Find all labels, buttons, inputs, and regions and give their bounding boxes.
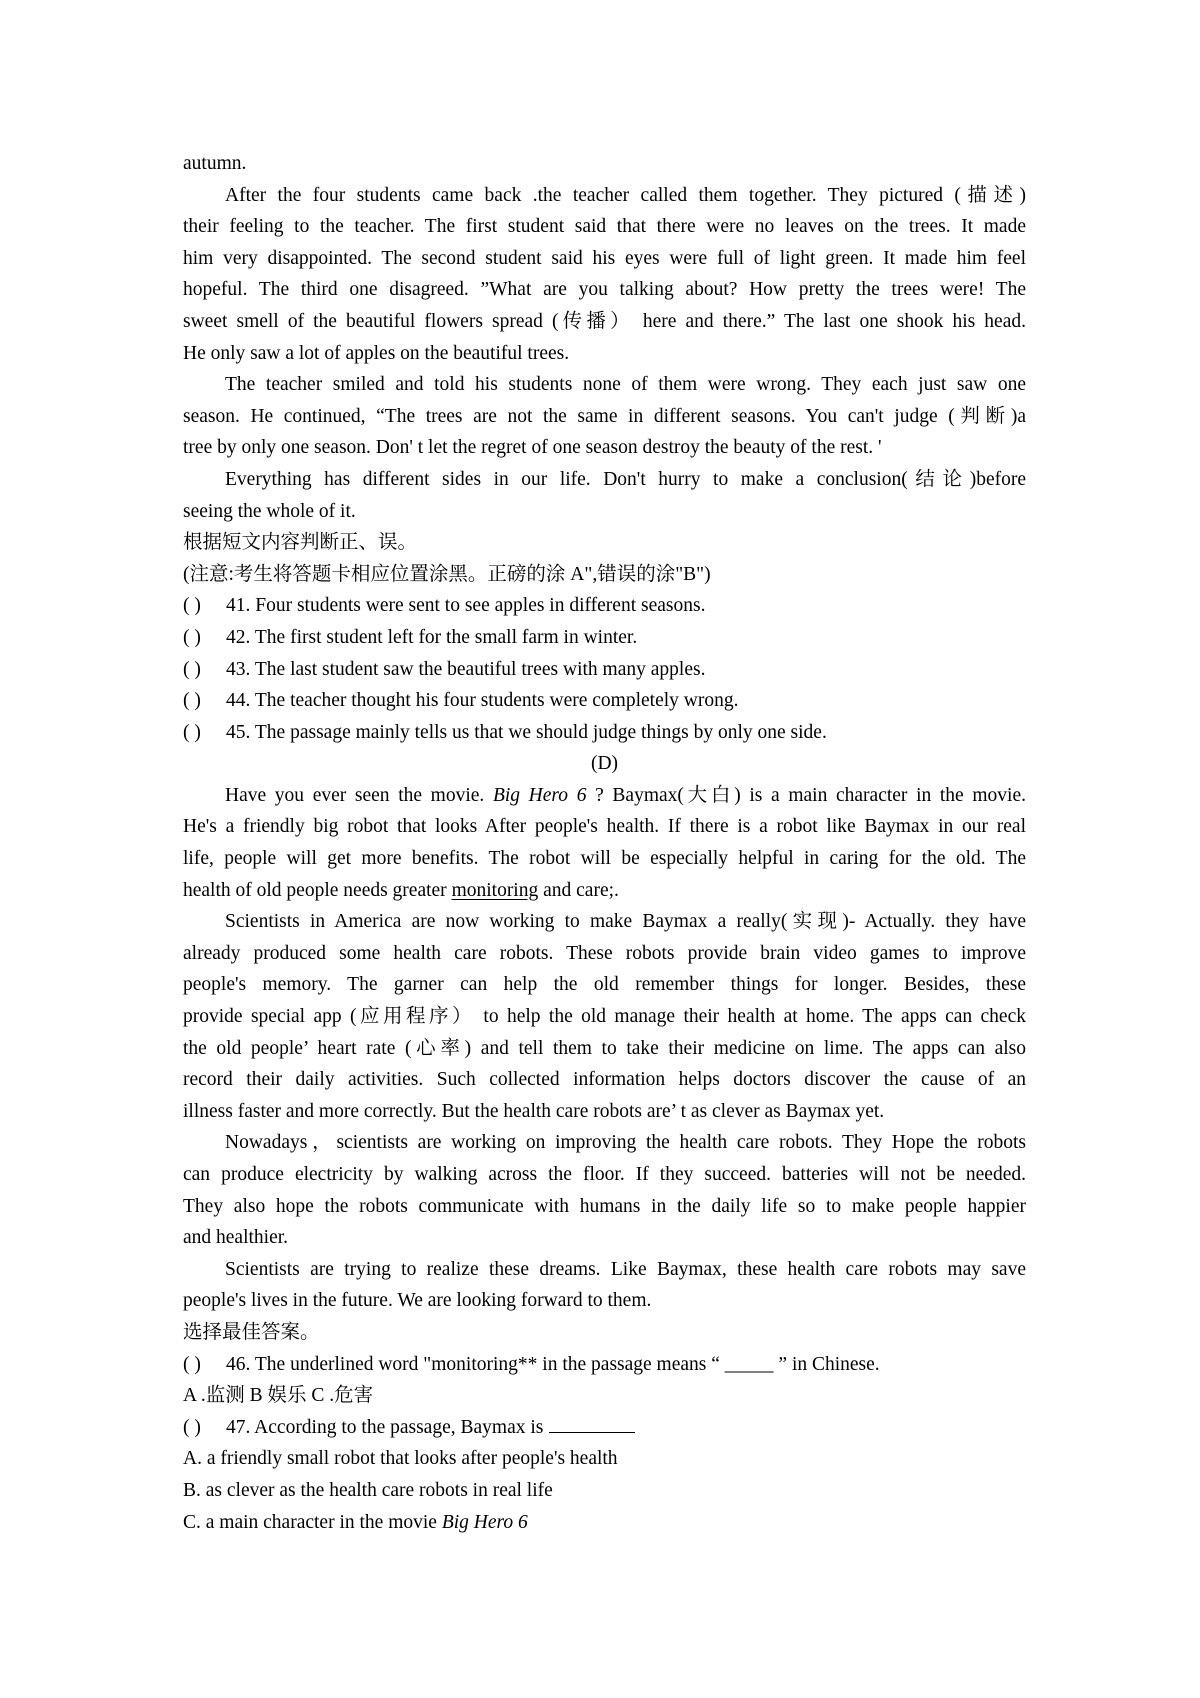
line-text: Have you ever seen the movie.	[225, 784, 493, 806]
underlined-word: monitoring	[451, 879, 539, 901]
answer-blank[interactable]: ( )	[183, 690, 201, 712]
answer-blank[interactable]: ( )	[183, 721, 201, 743]
passage-line: people's memory. The garner can help the old remember things for longer. Besides, these	[183, 974, 1026, 996]
question-46-options: A .监测 B 娱乐 C .危害	[183, 1385, 374, 1407]
passage-line: hopeful. The third one disagreed. ”What are you talking about? How pretty the trees were! The	[183, 279, 1026, 301]
question-text: 46. The underlined word "monitoring** in the passage means “ _____ ” in Chinese.	[226, 1353, 880, 1375]
paragraph-scientists-america	[183, 906, 1026, 1127]
passage-line: He only saw a lot of apples on the beautiful trees.	[183, 342, 570, 364]
passage-line: already produced some health care robots. These robots provide brain video games to improve	[183, 942, 1026, 964]
question-text: 44. The teacher thought his four students were completely wrong.	[226, 690, 739, 712]
answer-blank[interactable]: ( )	[183, 595, 201, 617]
question-46	[183, 1349, 1026, 1381]
passage-line: autumn.	[183, 153, 247, 174]
question-43	[183, 654, 1026, 686]
paragraph-dreams	[183, 1254, 1026, 1317]
paragraph-conclusion	[183, 464, 1026, 527]
answer-sheet-note: (注意:考生将答题卡相应位置涂黑。正磅的涂 A",错误的涂"B")	[183, 563, 711, 585]
instruction-multiple-choice: 选择最佳答案。	[183, 1321, 320, 1343]
true-false-questions	[183, 590, 1026, 748]
line-text: and care;.	[538, 879, 619, 901]
question-text: 42. The first student left for the small farm in winter.	[226, 626, 638, 648]
line-text: health of old people needs greater	[183, 879, 452, 901]
passage-line: Scientists in America are now working to make Baymax a really(实现)- Actually. they have	[225, 911, 1026, 933]
exam-page	[183, 148, 1026, 1538]
question-47	[183, 1412, 1026, 1444]
question-text: 45. The passage mainly tells us that we should judge things by only one side.	[226, 721, 827, 743]
movie-title: Big Hero 6	[492, 784, 587, 806]
passage-line: the old people’ heart rate (心率) and tell them to take their medicine on lime. The apps can also	[183, 1037, 1026, 1059]
paragraph-baymax-intro	[183, 780, 1026, 906]
paragraph-teacher-called	[183, 180, 1026, 370]
question-42	[183, 622, 1026, 654]
passage-line: and healthier.	[183, 1227, 289, 1249]
passage-line: tree by only one season. Don' t let the regret of one season destroy the beauty of the rest. '	[183, 437, 882, 459]
section-heading-d: (D)	[590, 753, 619, 775]
question-44	[183, 685, 1026, 717]
passage-line: provide special app (应用程序） to help the old manage their health at home. The apps can check	[183, 1006, 1026, 1028]
answer-blank[interactable]: ( )	[183, 1353, 201, 1375]
passage-line: After the four students came back .the teacher called them together. They pictured (描述)	[225, 184, 1026, 206]
passage-line: They also hope the robots communicate with humans in the daily life so to make people happier	[183, 1195, 1026, 1217]
answer-blank[interactable]: ( )	[183, 1416, 201, 1438]
passage-line: Everything has different sides in our life. Don't hurry to make a conclusion(结论)before	[225, 468, 1026, 490]
line-text: ? Baymax(大白) is a main character in the movie.	[586, 784, 1026, 806]
passage-line	[183, 780, 1026, 812]
option-text: C. a main character in the movie	[183, 1511, 442, 1533]
question-text: 43. The last student saw the beautiful trees with many apples.	[226, 658, 706, 680]
question-text: 47. According to the passage, Baymax is	[226, 1416, 544, 1438]
instruction-true-false: 根据短文内容判断正、误。	[183, 532, 418, 554]
option-c	[183, 1507, 1026, 1539]
passage-line: life, people will get more benefits. The robot will be especially helpful in caring for the old. The	[183, 848, 1026, 870]
paragraph-nowadays	[183, 1127, 1026, 1253]
passage-line	[183, 875, 1026, 907]
paragraph-teacher-smiled	[183, 369, 1026, 464]
fill-in-blank[interactable]	[549, 1414, 635, 1433]
passage-line: him very disappointed. The second student said his eyes were full of light green. It made him feel	[183, 247, 1026, 269]
passage-line: Scientists are trying to realize these dreams. Like Baymax, these health care robots may save	[225, 1258, 1026, 1280]
passage-line: season. He continued, “The trees are not the same in different seasons. You can't judge (判断)a	[183, 405, 1026, 427]
answer-blank[interactable]: ( )	[183, 658, 201, 680]
passage-line: sweet smell of the beautiful flowers spread (传播） here and there.” The last one shook his head.	[183, 310, 1026, 332]
passage-line: record their daily activities. Such collected information helps doctors discover the cause of an	[183, 1069, 1026, 1091]
passage-line: He's a friendly big robot that looks After people's health. If there is a robot like Baymax in our real	[183, 816, 1026, 838]
passage-line: illness faster and more correctly. But the health care robots are’ t as clever as Baymax yet.	[183, 1100, 885, 1122]
passage-line: The teacher smiled and told his students none of them were wrong. They each just saw one	[225, 374, 1026, 396]
question-45	[183, 717, 1026, 749]
question-41	[183, 590, 1026, 622]
passage-line: their feeling to the teacher. The first student said that there were no leaves on the trees. It made	[183, 216, 1026, 238]
passage-line: people's lives in the future. We are looking forward to them.	[183, 1290, 652, 1312]
answer-blank[interactable]: ( )	[183, 626, 201, 648]
option-a: A. a friendly small robot that looks after people's health	[183, 1448, 618, 1470]
option-b: B. as clever as the health care robots in real life	[183, 1479, 553, 1501]
movie-title: Big Hero 6	[441, 1511, 528, 1533]
passage-line: seeing the whole of it.	[183, 500, 356, 522]
question-text: 41. Four students were sent to see apples in different seasons.	[226, 595, 706, 617]
passage-line: can produce electricity by walking across the floor. If they succeed. batteries will not be needed.	[183, 1164, 1026, 1185]
passage-line: Nowadays，scientists are working on improving the health care robots. They Hope the robots	[225, 1132, 1026, 1154]
